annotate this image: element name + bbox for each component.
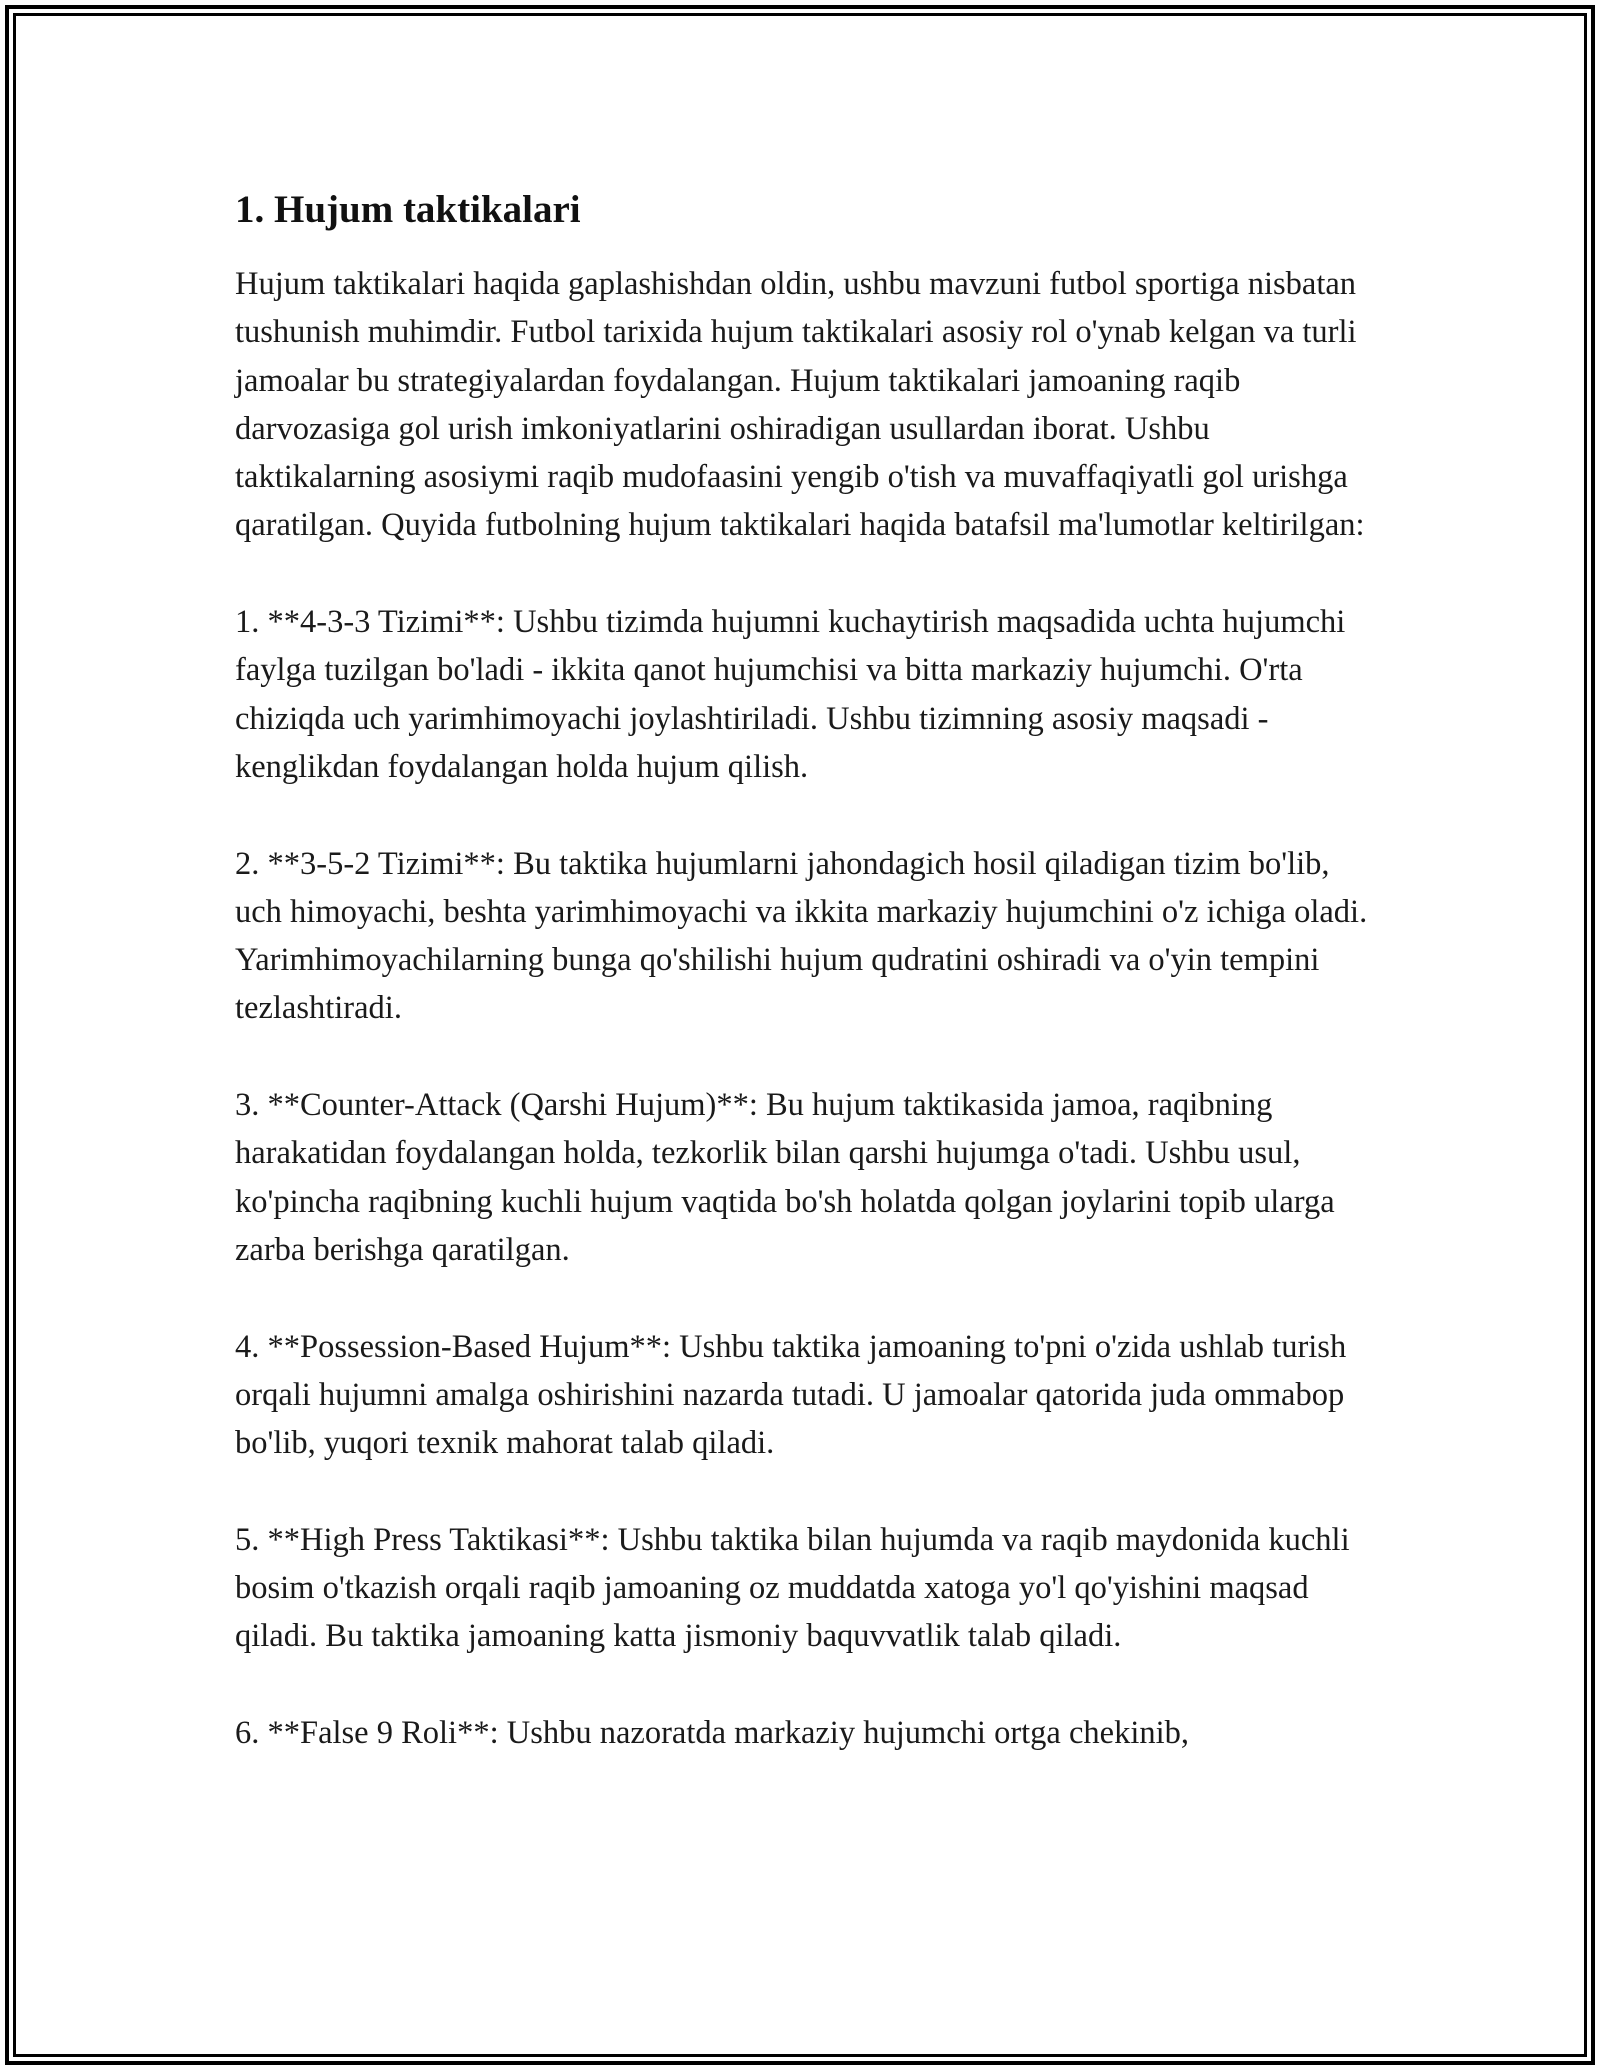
list-item-4-3-3: 1. **4-3-3 Tizimi**: Ushbu tizimda hujumni kuchaytirish maqsadida uchta hujumchi faylga tuzilgan bo'ladi - ikkita qanot hujumchisi va bitta markaziy hujumchi. O'rta chiziqda uch yarimhimoyachi joylashtiriladi. Ushbu tizimning asosiy maqsadi - kenglikdan foydalangan holda hujum qilish. [235,604,1346,785]
document-body [235,186,1375,1806]
list-item-counter-attack: 3. **Counter-Attack (Qarshi Hujum)**: Bu hujum taktikasida jamoa, raqibning harakatidan foydalangan holda, tezkorlik bilan qarshi hujumga o'tadi. Ushbu usul, ko'pincha raqibning kuchli hujum vaqtida bo'sh holatda qolgan joylarini topib ularga zarba berishga qaratilgan. [235,1087,1335,1268]
list-item-3-5-2: 2. **3-5-2 Tizimi**: Bu taktika hujumlarni jahondagich hosil qiladigan tizim bo'lib, uch himoyachi, beshta yarimhimoyachi va ikkita markaziy hujumchini o'z ichiga oladi. Yarimhimoyachilarning bunga qo'shilishi hujum qudratini oshiradi va o'yin tempini tezlashtiradi. [235,845,1368,1027]
list-item-possession: 4. **Possession-Based Hujum**: Ushbu taktika jamoaning to'pni o'zida ushlab turish orqali hujumni amalga oshirishini nazarda tutadi. U jamoalar qatorida juda ommabop bo'lib, yuqori texnik mahorat talab qiladi. [235,1328,1347,1462]
intro-paragraph: Hujum taktikalari haqida gaplashishdan oldin, ushbu mavzuni futbol sportiga nisbatan tushunish muhimdir. Futbol tarixida hujum taktikalari asosiy rol o'ynab kelgan va turli jamoalar bu strategiyalardan foydalangan. Hujum taktikalari jamoaning raqib darvozasiga gol urish imkoniyatlarini oshiradigan usullardan iborat. Ushbu taktikalarning asosiymi raqib mudofaasini yengib o'tish va muvaffaqiyatli gol urishga qaratilgan. Quyida futbolning hujum taktikalari haqida batafsil ma'lumotlar keltirilgan: [235,266,1365,544]
list-item-high-press: 5. **High Press Taktikasi**: Ushbu taktika bilan hujumda va raqib maydonida kuchli bosim o'tkazish orqali raqib jamoaning oz muddatda xatoga yo'l qo'yishini maqsad qiladi. Bu taktika jamoaning katta jismoniy baquvvatlik talab qiladi. [235,1521,1350,1655]
list-item-false-9: 6. **False 9 Roli**: Ushbu nazoratda markaziy hujumchi ortga chekinib, [235,1714,1190,1751]
section-heading: 1. Hujum taktikalari [235,188,581,231]
